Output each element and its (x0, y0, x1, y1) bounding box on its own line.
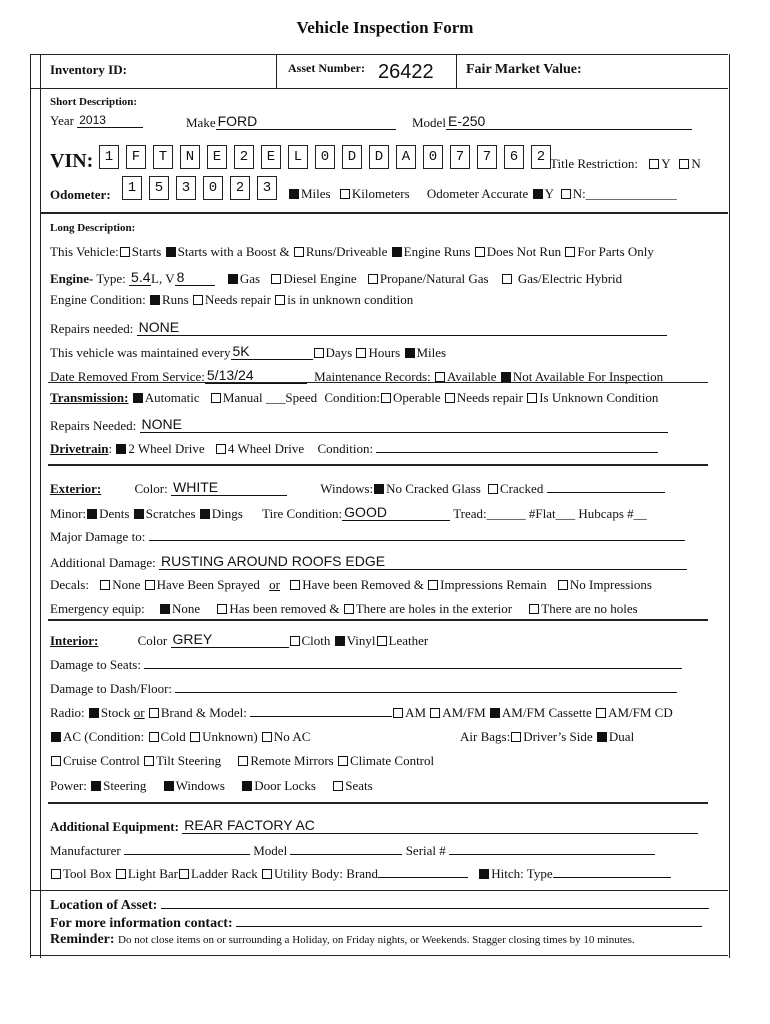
radio-label: Radio: (50, 705, 85, 720)
maintained-label: This vehicle was maintained every (50, 345, 231, 360)
cracked-field[interactable] (547, 480, 665, 493)
holes-checkbox[interactable] (344, 604, 354, 614)
scratches-checkbox[interactable] (134, 509, 144, 519)
vin-char-box[interactable]: 7 (450, 145, 470, 169)
cloth-label: Cloth (301, 633, 331, 648)
exterior-label: Exterior: (50, 481, 102, 496)
records-not-available-label: Not Available For Inspection (512, 369, 664, 384)
tread-label: Tread: (453, 506, 487, 521)
inventory-id-label: Inventory ID: (50, 62, 127, 77)
serial-field[interactable] (449, 842, 655, 855)
major-damage-field[interactable] (149, 528, 685, 541)
transmission-condition-label: Condition: (324, 390, 381, 405)
sprayed-label: Have Been Sprayed (156, 577, 260, 592)
odometer-digit-box[interactable]: 2 (230, 176, 250, 200)
holes-label: There are holes in the exterior (355, 601, 513, 616)
long-description-label: Long Description: (50, 222, 136, 234)
engine-runs-label: Engine Runs (403, 244, 471, 259)
cruise-control-checkbox[interactable] (51, 756, 61, 766)
kilometers-label: Kilometers (351, 186, 410, 201)
drivetrain-condition-label: Condition: (317, 441, 374, 456)
trans-needs-repair-checkbox[interactable] (445, 393, 455, 403)
am-checkbox[interactable] (393, 708, 403, 718)
no-holes-checkbox[interactable] (529, 604, 539, 614)
decals-label: Decals: (50, 577, 89, 592)
ac-cold-label: Cold (160, 729, 186, 744)
power-windows-checkbox[interactable] (164, 781, 174, 791)
power-label: Power: (50, 778, 87, 793)
automatic-label: Automatic (144, 390, 200, 405)
sprayed-checkbox[interactable] (145, 580, 155, 590)
no-impressions-checkbox[interactable] (558, 580, 568, 590)
starts-boost-label: Starts with a Boost & (177, 244, 290, 259)
operable-checkbox[interactable] (381, 393, 391, 403)
contact-field[interactable] (236, 914, 702, 927)
utility-brand-field[interactable] (378, 865, 468, 878)
odometer-label: Odometer: (50, 187, 111, 202)
maint-miles-checkbox[interactable] (405, 348, 415, 358)
title-restriction-y-checkbox[interactable] (649, 159, 659, 169)
year-label: Year (50, 113, 74, 128)
power-seats-label: Seats (345, 778, 373, 793)
trans-unknown-checkbox[interactable] (527, 393, 537, 403)
additional-damage-value[interactable]: RUSTING AROUND ROOFS EDGE (161, 553, 386, 569)
remote-mirrors-label: Remote Mirrors (250, 753, 334, 768)
ladder-rack-label: Ladder Rack (191, 866, 258, 881)
emergency-none-checkbox[interactable] (160, 604, 170, 614)
vin-char-box[interactable]: E (261, 145, 281, 169)
brand-model-label: Brand & Model: (160, 705, 247, 720)
location-field[interactable] (161, 896, 709, 909)
does-not-run-checkbox[interactable] (475, 247, 485, 257)
odometer-digit-box[interactable]: 0 (203, 176, 223, 200)
odometer-accurate-label: Odometer Accurate (426, 186, 529, 201)
cruise-control-label: Cruise Control (63, 753, 140, 768)
days-label: Days (325, 345, 353, 360)
vin-char-box[interactable]: D (342, 145, 362, 169)
diesel-label: Diesel Engine (283, 271, 357, 286)
manufacturer-label: Manufacturer (50, 843, 121, 858)
amfm-cassette-label: AM/FM Cassette (501, 705, 592, 720)
odometer-accurate-y-label: Y (544, 186, 554, 201)
drivetrain-label: Drivetrain (50, 441, 109, 456)
ac-label: AC (Condition: (63, 729, 145, 744)
transmission-label: Transmission: (50, 390, 129, 405)
vin-char-box[interactable]: E (207, 145, 227, 169)
amfm-cd-checkbox[interactable] (596, 708, 606, 718)
dings-label: Dings (211, 506, 243, 521)
vin-char-box[interactable]: 0 (423, 145, 443, 169)
date-removed-value[interactable]: 5/13/24 (206, 367, 254, 383)
no-ac-label: No AC (273, 729, 311, 744)
vin-char-box[interactable]: F (126, 145, 146, 169)
dual-airbags-label: Dual (608, 729, 635, 744)
amfm-cd-label: AM/FM CD (608, 705, 673, 720)
dash-damage-label: Damage to Dash/Floor: (50, 681, 173, 696)
toolbox-label: Tool Box (63, 866, 112, 881)
starts-checkbox[interactable] (120, 247, 130, 257)
gas-checkbox[interactable] (228, 274, 238, 284)
starts-boost-checkbox[interactable] (166, 247, 176, 257)
brand-model-checkbox[interactable] (149, 708, 159, 718)
amfm-label: AM/FM (442, 705, 486, 720)
maintenance-records-label: Maintenance Records: (314, 369, 431, 384)
reminder-text: Do not close items on or surrounding a Holiday, on Friday nights, or Weekends. Stagger closing times by 10 minutes. (118, 934, 635, 946)
leather-label: Leather (388, 633, 429, 648)
drivers-side-label: Driver’s Side (523, 729, 593, 744)
minor-label: Minor: (50, 506, 87, 521)
make-label: Make (186, 115, 216, 130)
engine-needs-repair-checkbox[interactable] (193, 295, 203, 305)
propane-label: Propane/Natural Gas (379, 271, 489, 286)
cloth-checkbox[interactable] (290, 636, 300, 646)
hours-checkbox[interactable] (356, 348, 366, 358)
asset-number-label: Asset Number: (288, 61, 365, 75)
days-checkbox[interactable] (314, 348, 324, 358)
scratches-label: Scratches (145, 506, 196, 521)
propane-checkbox[interactable] (368, 274, 378, 284)
engine-unknown-checkbox[interactable] (275, 295, 285, 305)
seats-damage-label: Damage to Seats: (50, 657, 141, 672)
climate-control-checkbox[interactable] (338, 756, 348, 766)
four-wheel-drive-label: 4 Wheel Drive (227, 441, 305, 456)
section-divider (40, 212, 728, 214)
utility-body-checkbox[interactable] (262, 869, 272, 879)
no-holes-label: There are no holes (541, 601, 638, 616)
ac-unknown-label: Unknown) (202, 729, 258, 744)
leather-checkbox[interactable] (377, 636, 387, 646)
emergency-equip-label: Emergency equip: (50, 601, 145, 616)
no-cracked-glass-label: No Cracked Glass (386, 481, 481, 496)
manufacturer-field[interactable] (124, 842, 250, 855)
location-label: Location of Asset: (50, 898, 158, 913)
maintained-interval-value[interactable]: 5K (232, 343, 250, 359)
records-available-checkbox[interactable] (435, 372, 445, 382)
engine-liters-value[interactable]: 5.4 (131, 269, 151, 285)
cracked-checkbox[interactable] (488, 484, 498, 494)
hybrid-label: Gas/Electric Hybrid (517, 271, 623, 286)
amfm-checkbox[interactable] (430, 708, 440, 718)
divider (30, 890, 728, 891)
lightbar-label: Light Bar (127, 866, 179, 881)
vin-char-box[interactable]: 6 (504, 145, 524, 169)
tilt-steering-checkbox[interactable] (144, 756, 154, 766)
year-value[interactable]: 2013 (79, 113, 106, 127)
remote-mirrors-checkbox[interactable] (238, 756, 248, 766)
cracked-label: Cracked (500, 481, 544, 496)
engine-type-label: Type: (96, 271, 126, 286)
odometer-accurate-n-checkbox[interactable] (561, 189, 571, 199)
automatic-checkbox[interactable] (133, 393, 143, 403)
dents-checkbox[interactable] (87, 509, 97, 519)
dents-label: Dents (99, 506, 130, 521)
tilt-steering-label: Tilt Steering (156, 753, 222, 768)
climate-control-label: Climate Control (349, 753, 435, 768)
contact-label: For more information contact: (50, 916, 233, 931)
vin-char-box[interactable]: 1 (99, 145, 119, 169)
windows-label: Windows: (320, 481, 374, 496)
equipment-model-label: Model (253, 843, 288, 858)
engine-cylinders-value[interactable]: 8 (176, 269, 185, 285)
trans-needs-repair-label: Needs repair (456, 390, 523, 405)
divider (30, 54, 728, 55)
hybrid-checkbox[interactable] (502, 274, 512, 284)
make-value[interactable]: FORD (217, 113, 258, 129)
interior-color-value[interactable]: GREY (172, 631, 213, 647)
runs-driveable-checkbox[interactable] (294, 247, 304, 257)
vin-char-box[interactable]: A (396, 145, 416, 169)
divider (30, 955, 728, 956)
title-restriction-n-checkbox[interactable] (679, 159, 689, 169)
operable-label: Operable (393, 390, 441, 405)
ladder-rack-checkbox[interactable] (179, 869, 189, 879)
drivers-side-checkbox[interactable] (511, 732, 521, 742)
ac-unknown-checkbox[interactable] (190, 732, 200, 742)
form-title: Vehicle Inspection Form (296, 18, 474, 37)
vin-char-box[interactable]: 2 (531, 145, 551, 169)
drivetrain-condition-field[interactable] (376, 440, 658, 453)
records-not-available-checkbox[interactable] (501, 372, 511, 382)
four-wheel-drive-checkbox[interactable] (216, 444, 226, 454)
manual-checkbox[interactable] (211, 393, 221, 403)
miles-checkbox[interactable] (289, 189, 299, 199)
fair-market-value-label: Fair Market Value: (466, 62, 582, 77)
maint-miles-label: Miles (416, 345, 447, 360)
model-value[interactable]: E-250 (447, 113, 486, 129)
trans-repairs-value[interactable]: NONE (141, 416, 182, 432)
decals-removed-checkbox[interactable] (290, 580, 300, 590)
or-label: or (269, 577, 280, 592)
no-ac-checkbox[interactable] (262, 732, 272, 742)
engine-condition-label: Engine Condition: (50, 292, 146, 307)
power-steering-checkbox[interactable] (91, 781, 101, 791)
vin-char-box[interactable]: 2 (234, 145, 254, 169)
ac-checkbox[interactable] (51, 732, 61, 742)
door-locks-checkbox[interactable] (242, 781, 252, 791)
manual-label: Manual (222, 390, 263, 405)
date-removed-label: Date Removed From Service: (50, 369, 205, 384)
engine-repairs-value[interactable]: NONE (138, 319, 180, 335)
stock-radio-label: Stock (100, 705, 131, 720)
does-not-run-label: Does Not Run (486, 244, 562, 259)
vin-char-box[interactable]: 0 (315, 145, 335, 169)
odometer-boxes (122, 176, 284, 200)
no-impressions-label: No Impressions (569, 577, 652, 592)
engine-runs-condition-label: Runs (161, 292, 189, 307)
am-label: AM (405, 705, 427, 720)
starts-label: Starts (131, 244, 162, 259)
exterior-color-label: Color: (134, 481, 168, 496)
runs-driveable-label: Runs/Driveable (305, 244, 388, 259)
divider (30, 88, 728, 89)
odometer-accurate-n-label: N:______________ (572, 186, 677, 201)
engine-needs-repair-label: Needs repair (204, 292, 271, 307)
vin-char-box[interactable]: N (180, 145, 200, 169)
engine-runs-checkbox[interactable] (392, 247, 402, 257)
section-divider (48, 802, 708, 804)
odometer-digit-box[interactable]: 1 (122, 176, 142, 200)
section-divider (48, 619, 708, 621)
divider (276, 54, 277, 88)
engine-runs-condition-checkbox[interactable] (150, 295, 160, 305)
stock-radio-checkbox[interactable] (89, 708, 99, 718)
dings-checkbox[interactable] (200, 509, 210, 519)
decals-removed-label: Have been Removed & (302, 577, 424, 592)
emergency-removed-checkbox[interactable] (217, 604, 227, 614)
emergency-none-label: None (171, 601, 201, 616)
gas-label: Gas (239, 271, 261, 286)
exterior-color-value[interactable]: WHITE (173, 479, 219, 495)
decals-none-label: None (112, 577, 141, 592)
miles-label: Miles (301, 186, 331, 201)
flat-label: #Flat___ (528, 506, 576, 521)
tire-condition-label: Tire Condition: (262, 506, 343, 521)
no-cracked-glass-checkbox[interactable] (374, 484, 384, 494)
power-windows-label: Windows (175, 778, 225, 793)
toolbox-checkbox[interactable] (51, 869, 61, 879)
speed-label: ___Speed (265, 390, 318, 405)
tire-condition-value[interactable]: GOOD (344, 504, 387, 520)
brand-model-field[interactable] (250, 704, 392, 717)
title-restriction-y-label: Y (661, 156, 671, 171)
lv-label: L, V (151, 271, 175, 286)
this-vehicle-label: This Vehicle: (50, 244, 119, 259)
impressions-remain-checkbox[interactable] (428, 580, 438, 590)
seats-damage-field[interactable] (144, 656, 682, 669)
hitch-checkbox[interactable] (479, 869, 489, 879)
engine-unknown-label: is in unknown condition (287, 292, 414, 307)
engine-label: Engine- (50, 271, 94, 286)
title-restriction-label: Title Restriction: (550, 156, 638, 171)
asset-number-value[interactable]: 26422 (378, 61, 434, 83)
odometer-digit-box[interactable]: 3 (257, 176, 277, 200)
model-label: Model (412, 115, 446, 130)
vin-char-box[interactable]: T (153, 145, 173, 169)
additional-equipment-value[interactable]: REAR FACTORY AC (184, 817, 315, 833)
dual-airbags-checkbox[interactable] (597, 732, 607, 742)
for-parts-label: For Parts Only (577, 244, 654, 259)
trans-repairs-label: Repairs Needed: (50, 418, 137, 433)
vin-char-box[interactable]: 7 (477, 145, 497, 169)
engine-repairs-label: Repairs needed: (50, 321, 134, 336)
emergency-removed-label: Has been removed & (229, 601, 340, 616)
interior-color-label: Color (137, 633, 168, 648)
additional-equipment-label: Additional Equipment: (50, 819, 179, 834)
two-wheel-drive-checkbox[interactable] (116, 444, 126, 454)
two-wheel-drive-label: 2 Wheel Drive (128, 441, 205, 456)
airbags-label: Air Bags: (460, 729, 511, 744)
for-parts-checkbox[interactable] (565, 247, 575, 257)
dash-damage-field[interactable] (175, 680, 677, 693)
section-divider (48, 464, 708, 466)
divider (48, 382, 708, 383)
ac-cold-checkbox[interactable] (149, 732, 159, 742)
kilometers-checkbox[interactable] (340, 189, 350, 199)
odometer-accurate-y-checkbox[interactable] (533, 189, 543, 199)
major-damage-label: Major Damage to: (50, 529, 146, 544)
equipment-model-field[interactable] (290, 842, 402, 855)
utility-body-label: Utility Body: Brand (274, 866, 379, 881)
short-description-label: Short Description: (50, 96, 138, 108)
interior-label: Interior: (50, 633, 99, 648)
reminder-label: Reminder: (50, 932, 115, 947)
records-available-label: Available (446, 369, 497, 384)
impressions-remain-label: Impressions Remain (440, 577, 547, 592)
hours-label: Hours (368, 345, 401, 360)
vin-char-box[interactable]: D (369, 145, 389, 169)
decals-none-checkbox[interactable] (100, 580, 110, 590)
vinyl-label: Vinyl (346, 633, 376, 648)
amfm-cassette-checkbox[interactable] (490, 708, 500, 718)
door-locks-label: Door Locks (254, 778, 316, 793)
radio-or-label: or (133, 705, 145, 720)
serial-label: Serial # (405, 843, 446, 858)
power-seats-checkbox[interactable] (333, 781, 343, 791)
hitch-type-field[interactable] (553, 865, 671, 878)
odometer-digit-box[interactable]: 3 (176, 176, 196, 200)
vinyl-checkbox[interactable] (335, 636, 345, 646)
vin-boxes (99, 145, 558, 169)
hubcaps-label: Hubcaps #__ (578, 506, 647, 521)
title-restriction-n-label: N (691, 156, 701, 171)
divider (456, 54, 457, 88)
vin-label: VIN: (50, 150, 94, 172)
additional-damage-label: Additional Damage: (50, 555, 156, 570)
power-steering-label: Steering (103, 778, 147, 793)
tread-field[interactable]: ______ (486, 506, 529, 521)
lightbar-checkbox[interactable] (116, 869, 126, 879)
vin-char-box[interactable]: L (288, 145, 308, 169)
diesel-checkbox[interactable] (271, 274, 281, 284)
odometer-digit-box[interactable]: 5 (149, 176, 169, 200)
hitch-label: Hitch: Type (491, 866, 553, 881)
trans-unknown-label: Is Unknown Condition (539, 390, 659, 405)
